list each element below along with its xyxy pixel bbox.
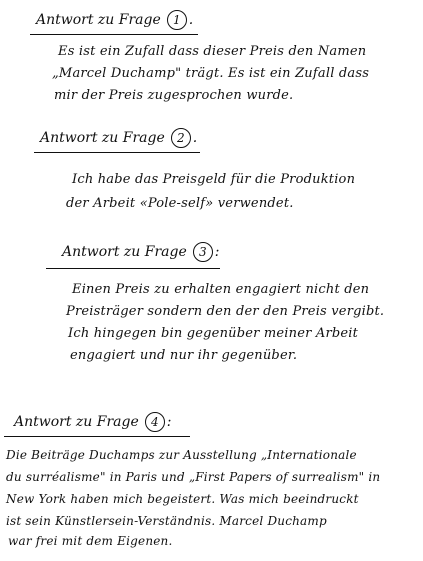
answer-1-line-3: mir der Preis zugesprochen wurde. — [54, 88, 294, 103]
answer-1-heading-text: Antwort zu Frage — [36, 12, 161, 28]
answer-3-heading-underline — [46, 268, 220, 269]
answer-3-number-circle: 3 — [193, 242, 213, 262]
answer-4-number-circle: 4 — [145, 412, 165, 432]
answer-4-line-1: Die Beiträge Duchamps zur Ausstellung „Internationale — [6, 448, 357, 462]
answer-3-heading-text: Antwort zu Frage — [62, 244, 187, 260]
answer-4-line-5: war frei mit dem Eigenen. — [8, 534, 173, 548]
answer-4-heading-text: Antwort zu Frage — [14, 414, 139, 430]
answer-4-heading — [14, 412, 172, 432]
answer-4-line-2: du surréalisme" in Paris und „First Papers of surrealism" in — [6, 470, 381, 484]
answer-2-heading-underline — [34, 152, 200, 153]
answer-3-line-1: Einen Preis zu erhalten engagiert nicht den — [72, 282, 370, 297]
answer-4-line-3: New York haben mich begeistert. Was mich beeindruckt — [6, 492, 359, 506]
answer-2-line-2: der Arbeit «Pole-self» verwendet. — [66, 196, 294, 211]
answer-1-heading-underline — [30, 34, 198, 35]
answer-3-line-3: Ich hingegen bin gegenüber meiner Arbeit — [68, 326, 359, 341]
answer-4-line-4: ist sein Künstlersein-Verständnis. Marcel Duchamp — [6, 514, 327, 528]
answer-3-line-4: engagiert und nur ihr gegenüber. — [70, 348, 298, 363]
answer-2-colon: . — [192, 130, 198, 146]
answer-2-number-circle: 2 — [171, 128, 191, 148]
answer-2-heading — [40, 128, 197, 148]
answer-4-colon: : — [166, 414, 172, 430]
answer-2-line-1: Ich habe das Preisgeld für die Produktion — [72, 172, 356, 187]
answer-1-number-circle: 1 — [167, 10, 187, 30]
answer-1-heading — [36, 10, 193, 30]
answer-3-colon: : — [214, 244, 220, 260]
answer-2-heading-text: Antwort zu Frage — [40, 130, 165, 146]
answer-1-colon: . — [188, 12, 194, 28]
answer-4-heading-underline — [4, 436, 190, 437]
answer-3-heading — [62, 242, 220, 262]
answer-3-line-2: Preisträger sondern den der den Preis vergibt. — [66, 304, 385, 319]
answer-1-line-2: „Marcel Duchamp" trägt. Es ist ein Zufall dass — [52, 66, 370, 81]
answer-1-line-1: Es ist ein Zufall dass dieser Preis den Namen — [58, 44, 367, 59]
